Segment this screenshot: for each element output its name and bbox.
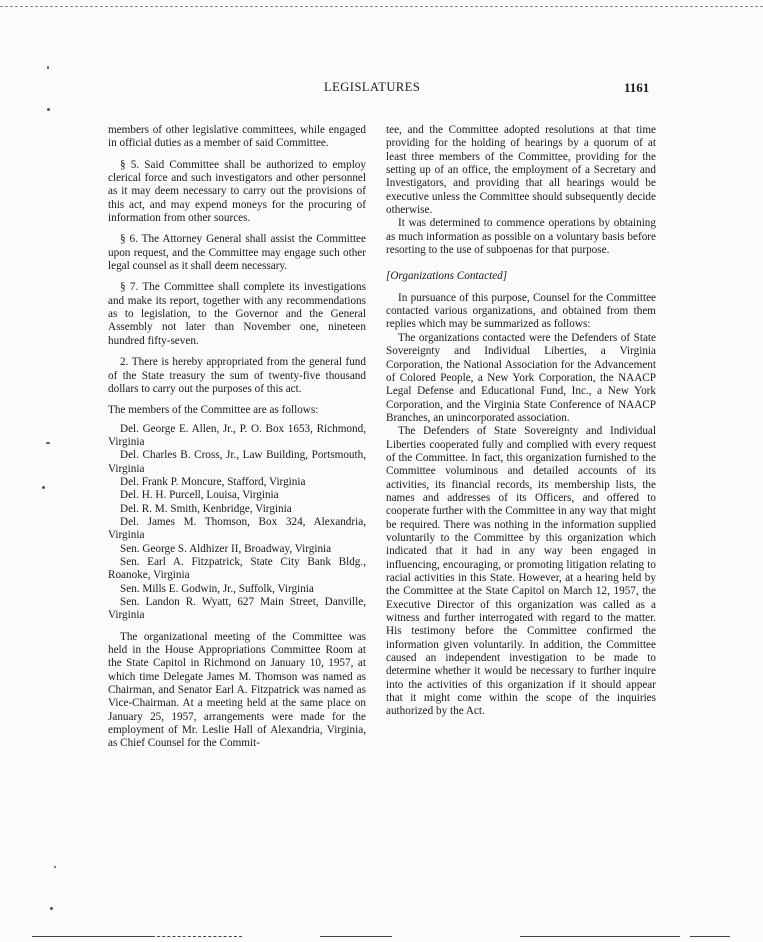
paragraph: tee, and the Committee adopted resolutions at that time providing for the holding of hearings by a quorum of at least three members of the Committee, providing for the setting up of an office, the employment of a Secretary and Investigators, and providing that all hearings would be executive unless the Committee should subsequently decide otherwise.: [386, 124, 656, 217]
section-7: § 7. The Committee shall complete its investigations and make its report, together with any recommendations as to legislation, to the Governor and the General Assembly not later than November one, nineteen hundred fifty-seven.: [108, 281, 366, 347]
appropriation-paragraph: 2. There is hereby appropriated from the general fund of the State treasury the sum of twenty-five thousand dollars to carry out the purposes of this act.: [108, 356, 366, 395]
scan-speck: [54, 866, 56, 868]
left-column: [108, 124, 366, 751]
member-entry: Sen. Earl A. Fitzpatrick, State City Bank Bldg., Roanoke, Virginia: [108, 555, 366, 582]
member-entry: Sen. Landon R. Wyatt, 627 Main Street, Danville, Virginia: [108, 596, 366, 622]
scan-speck: [47, 66, 49, 69]
top-border-rule: [0, 6, 763, 7]
member-entry: Sen. Mills E. Godwin, Jr., Suffolk, Virginia: [120, 582, 314, 595]
bottom-rule: [520, 936, 680, 937]
scan-speck: [47, 108, 50, 111]
member-entry: Sen. George S. Aldhizer II, Broadway, Virginia: [120, 542, 332, 555]
bottom-rule: [690, 936, 730, 937]
running-head: [0, 80, 763, 96]
scan-speck: [50, 907, 53, 910]
paragraph: The organizations contacted were the Defenders of State Sovereignty and Individual Liberties, a Virginia Corporation, the National Association for the Advancement of Colored People, a New York Corporation, the NAACP Legal Defense and Educational Fund, Inc., a New York Corporation, and the Virginia State Conference of NAACP Branches, an unincorporated association.: [386, 331, 656, 424]
paragraph: members of other legislative committees, while engaged in official duties as a member of said Committee.: [108, 124, 366, 150]
member-entry: Del. H. H. Purcell, Louisa, Virginia: [120, 489, 279, 502]
paragraph: In pursuance of this purpose, Counsel for the Committee contacted various organizations, and obtained from them replies which may be summarized as follows:: [386, 291, 656, 331]
paragraph: It was determined to commence operations by obtaining as much information as possible on a voluntary basis before resorting to the use of subpoenas for that purpose.: [386, 217, 656, 257]
section-5: § 5. Said Committee shall be authorized to employ clerical force and such investigators and other personnel as it may deem necessary to carry out the provisions of this act, and may expend moneys for the procuring of information from other sources.: [108, 158, 366, 225]
page-number: 1161: [624, 80, 650, 95]
scan-speck: [46, 442, 50, 444]
bottom-rule: [152, 936, 242, 937]
member-entry: Del. R. M. Smith, Kenbridge, Virginia: [120, 502, 292, 515]
running-title: LEGISLATURES: [324, 80, 421, 94]
scan-speck: [42, 486, 45, 489]
section-6: § 6. The Attorney General shall assist the Committee upon request, and the Committee may engage such other legal counsel as it shall deem necessary.: [108, 233, 366, 273]
member-entry: Del. George E. Allen, Jr., P. O. Box 1653, Richmond, Virginia: [108, 422, 366, 448]
members-intro: The members of the Committee are as follows:: [108, 404, 319, 417]
paragraph: The Defenders of State Sovereignty and Individual Liberties cooperated fully and complied with every request of the Committee. In fact, this organization furnished to the Committee voluminous and detailed accounts of its activities, its financial records, its membership lists, the names and addresses of its Officers, and offered to cooperate further with the Committee in any way that might be required. There was nothing in the information supplied voluntarily to the Committee by this organization which indicated that it had in any way been engaged in influencing, encouraging, or promoting litigation relating to racial activities in this State. However, at a hearing held by the Committee at the State Capitol on March 12, 1957, the Executive Director of this organization was called as a witness and further interrogated with regard to the matter. His testimony before the Committee confirmed the information given voluntarily. In addition, the Committee caused an independent investigation to be made to determine whether it would be necessary to further inquire into the activities of this organization if it should appear that it might come within the scope of the inquiries authorized by the Act.: [386, 425, 656, 718]
bottom-rule: [32, 936, 152, 937]
member-entry: Del. Frank P. Moncure, Stafford, Virginia: [120, 475, 306, 488]
organizational-meeting-paragraph: The organizational meeting of the Committee was held in the House Appropriations Committee Room at the State Capitol in Richmond on January 10, 1957, at which time Delegate James M. Thomson was named as Chairman, and Senator Earl A. Fitzpatrick was named as Vice-Chairman. At a meeting held at the same place on January 25, 1957, arrangements were made for the employment of Mr. Leslie Hall of Alexandria, Virginia, as Chief Counsel for the Commit-: [108, 630, 366, 750]
section-heading: [Organizations Contacted]: [386, 270, 508, 283]
member-entry: Del. James M. Thomson, Box 324, Alexandria, Virginia: [108, 515, 366, 542]
member-entry: Del. Charles B. Cross, Jr., Law Building, Portsmouth, Virginia: [108, 449, 366, 475]
bottom-rule: [320, 936, 392, 937]
right-column: [386, 124, 656, 719]
